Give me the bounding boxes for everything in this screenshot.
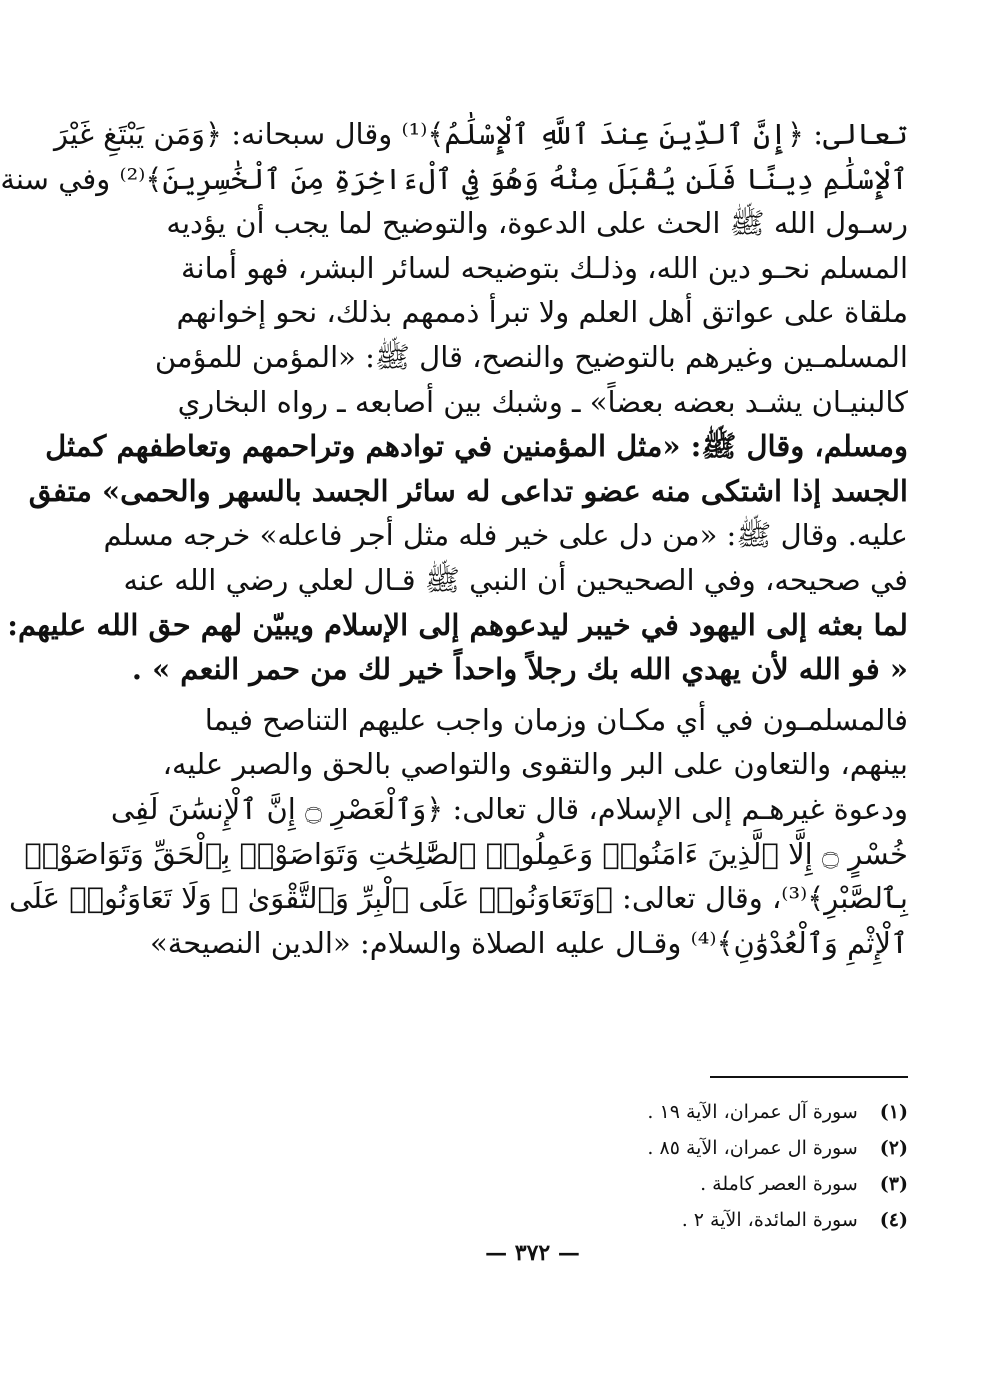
text-line: عليه. وقال ﷺ: «من دل على خير فله مثل أجر فاعله» خرجه مسلم <box>103 518 908 553</box>
paragraph-2 <box>8 698 908 966</box>
footnote-item <box>157 1094 908 1130</box>
text-line: المسلم نحـو دين الله، وذلـك بتوضيحه لسائر البشر، فهو أمانة <box>180 250 908 285</box>
footnote-number: (٢) <box>879 1137 908 1159</box>
footnotes-list <box>157 1094 908 1238</box>
text-line: ومسلم، وقال ﷺ: «مثل المؤمنين في توادهم وتراحمهم وتعاطفهم كمثل <box>45 429 908 464</box>
paragraph-1 <box>0 112 908 692</box>
text-line: ودعوة غيرهـم إلى الإسلام، قال تعالى: ﴿وَٱلْعَصْرِ ۝ إِنَّ ٱلْإِنسَٰنَ لَفِى <box>110 791 908 826</box>
text-line: كالبنيـان يشـد بعضه بعضاً» ـ وشبك بين أصابعه ـ رواه البخاري <box>177 384 908 419</box>
footnote-text: سورة العصر كاملة . <box>700 1173 858 1195</box>
text-line: تعالى: ﴿إِنَّ ٱلدِّينَ عِندَ ٱللَّهِ ٱلْإِسْلَٰمُ﴾⁽¹⁾ وقال سبحانه: ﴿وَمَن يَبْتَغِ غَيْرَ <box>54 117 908 151</box>
text-line: خُسْرٍ ۝ إِلَّا ٱلَّذِينَ ءَامَنُوا۟ وَعَمِلُوا۟ ٱلصَّٰلِحَٰتِ وَتَوَاصَوْا۟ بِٱلْحَقِّ وَتَوَاصَوْا۟ <box>24 836 908 871</box>
footnote-text: سورة المائدة، الآية ٢ . <box>681 1209 858 1231</box>
footnote-item <box>157 1166 908 1202</box>
footnote-number: (١) <box>879 1101 908 1123</box>
text-line: الجسد إذا اشتكى منه عضو تداعى له سائر الجسد بالسهر والحمى» متفق <box>28 473 908 508</box>
footnote-text: سورة آل عمران، الآية ١٩ . <box>647 1101 858 1123</box>
text-line: ٱلْإِسْلَٰمِ دِينًا فَلَن يُقْبَلَ مِنْهُ وَهُوَ فِي ٱلْءَاخِرَةِ مِنَ ٱلْخَٰسِرِينَ﴾⁽²⁾ وفي سنة <box>0 161 908 196</box>
text-line: لما بعثه إلى اليهود في خيبر ليدعوهم إلى الإسلام ويبيّن لهم حق الله عليهم: <box>7 607 908 642</box>
page-number: — ٣٧٢ — <box>485 1240 580 1266</box>
text-line: فالمسلمـون في أي مكـان وزمان واجب عليهم التناصح فيما <box>204 702 908 737</box>
text-line: في صحيحه، وفي الصحيحين أن النبي ﷺ قـال لعلي رضي الله عنه <box>123 562 908 597</box>
text-line: ملقاة على عواتق أهل العلم ولا تبرأ ذممهم بذلك، نحو إخوانهم <box>176 295 908 330</box>
footnote-text: سورة ال عمران، الآية ٨٥ . <box>647 1137 858 1159</box>
text-line: رسـول الله ﷺ الحث على الدعوة، والتوضيح لما يجب أن يؤديه <box>166 206 908 241</box>
footnote-divider <box>710 1076 908 1078</box>
footnote-item <box>157 1130 908 1166</box>
book-page <box>0 112 908 1320</box>
text-line: بِٱلصَّبْرِ﴾⁽³⁾، وقال تعالى: ﴿وَتَعَاوَنُوا۟ عَلَى ٱلْبِرِّ وَٱلتَّقْوَىٰ ۖ وَلَا تَعَاوَنُوا۟ عَلَى <box>8 881 908 916</box>
text-line: بينهم، والتعاون على البر والتقوى والتواصي بالحق والصبر عليه، <box>162 747 908 782</box>
text-line: ٱلْإِثْمِ وَٱلْعُدْوَٰنِ﴾⁽⁴⁾ وقـال عليه الصلاة والسلام: «الدين النصيحة» <box>149 925 908 960</box>
footnote-item <box>157 1202 908 1238</box>
text-line: « فو الله لأن يهدي الله بك رجلاً واحداً خير لك من حمر النعم » . <box>131 652 908 687</box>
footnote-number: (٣) <box>879 1173 908 1195</box>
footnote-number: (٤) <box>879 1209 908 1231</box>
text-line: المسلمـين وغيرهم بالتوضيح والنصح، قال ﷺ: «المؤمن للمؤمن <box>154 339 908 374</box>
